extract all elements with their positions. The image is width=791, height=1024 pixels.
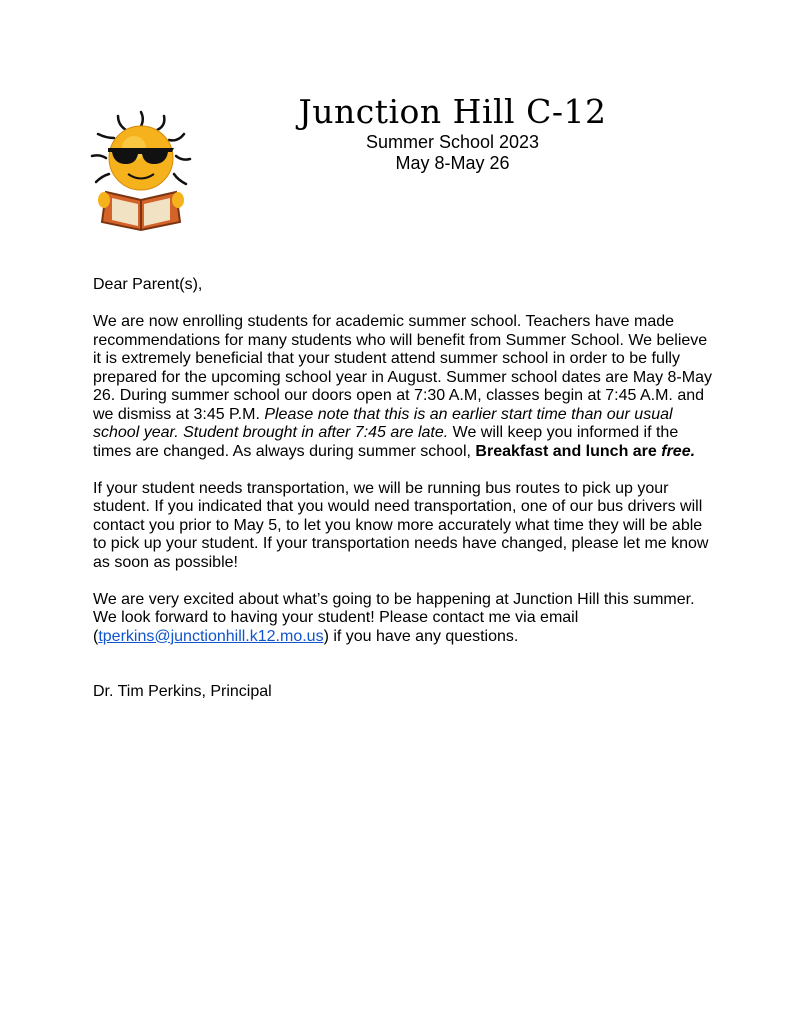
contact-text: We are very excited about what’s going to be happening at Junction Hill this summer. We look forward to having your student! Please contact me via email ( <box>93 590 695 645</box>
program-dates: May 8-May 26 <box>395 153 510 173</box>
letterhead <box>280 92 625 174</box>
program-name: Summer School 2023 <box>365 132 540 152</box>
paragraph-enrollment <box>93 313 713 461</box>
school-name: Junction Hill C-12 <box>298 92 607 131</box>
letter-body <box>93 276 713 720</box>
email-link[interactable]: tperkins@junctionhill.k12.mo.us <box>98 627 324 645</box>
enrollment-text-2: We will keep you informed if the times are changed. As always during summer school, <box>93 424 679 460</box>
sun-reading-book-icon <box>86 104 196 232</box>
greeting: Dear Parent(s), <box>93 276 203 293</box>
start-time-note: Please note that this is an earlier start time than our usual school year. Student brought in after 7:45 are late. <box>93 405 673 441</box>
enrollment-text: We are now enrolling students for academic summer school. Teachers have made recommendations for many students who will benefit from Summer School. We believe it is extremely beneficial that your student attend summer school in order to be fully prepared for the upcoming school year in August. Summer school dates are May 8-May 26. During summer school our doors open at 7:30 A.M, classes begin at 7:45 A.M. and we dismiss at 3:45 P.M. <box>93 313 712 423</box>
paragraph-transportation: If your student needs transportation, we will be running bus routes to pick up your student. If you indicated that you would need transportation, one of our bus drivers will contact you prior to May 5, to let you know more accurately what time they will be able to pick up your student. If your transportation needs have changed, please let me know as soon as possible! <box>93 479 709 571</box>
paragraph-contact <box>93 591 713 647</box>
signature: Dr. Tim Perkins, Principal <box>93 683 272 700</box>
contact-text-2: ) if you have any questions. <box>323 627 519 645</box>
meals-note: Breakfast and lunch are free. <box>475 442 696 460</box>
spacer <box>93 665 713 684</box>
